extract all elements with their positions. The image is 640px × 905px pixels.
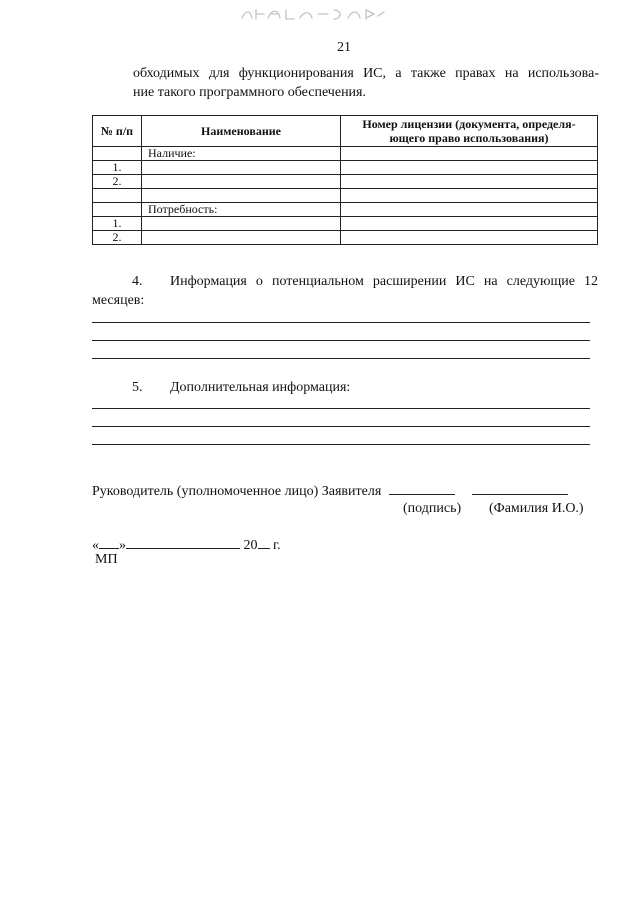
year-blank xyxy=(258,534,270,549)
table-cell xyxy=(142,189,341,203)
row-number: 1. xyxy=(93,217,142,231)
signature-line xyxy=(92,480,568,501)
table-cell xyxy=(142,161,341,175)
blank-line xyxy=(92,340,590,341)
item-4-line-2: месяцев: xyxy=(92,293,145,308)
date-close-quote: » xyxy=(119,538,126,553)
name-blank xyxy=(472,480,568,495)
table-cell xyxy=(341,175,598,189)
table-cell xyxy=(341,147,598,161)
table-row xyxy=(93,175,598,189)
caption-signature: (подпись) xyxy=(403,501,462,516)
table-cell xyxy=(93,189,142,203)
day-blank xyxy=(99,534,119,549)
year-prefix: 20 xyxy=(243,538,258,553)
item-4-text: Информация о потенциальном расширении ИС на следующие 12 xyxy=(170,274,598,289)
faded-stamp-mark xyxy=(238,6,388,22)
item-5-additional-info xyxy=(92,378,598,397)
row-number: 1. xyxy=(93,161,142,175)
page-number: 21 xyxy=(337,40,351,55)
table-cell xyxy=(341,161,598,175)
header-license: Номер лицензии (документа, определя-ющего право использования) xyxy=(341,116,598,147)
table-row-availability-label xyxy=(93,147,598,161)
table-row-empty xyxy=(93,189,598,203)
year-suffix: г. xyxy=(273,538,281,553)
date-open-quote: « xyxy=(92,538,99,553)
blank-line xyxy=(92,408,590,409)
table-row xyxy=(93,161,598,175)
month-blank xyxy=(126,534,240,549)
blank-line xyxy=(92,444,590,445)
seal-place-label: МП xyxy=(95,552,118,567)
intro-line-2: ние такого программного обеспечения. xyxy=(133,85,366,100)
row-number: 2. xyxy=(93,231,142,245)
table-row xyxy=(93,231,598,245)
item-4-number: 4. xyxy=(132,274,143,289)
item-5-number: 5. xyxy=(132,380,143,395)
table-cell xyxy=(341,203,598,217)
table-header-row xyxy=(93,116,598,147)
table-cell xyxy=(93,147,142,161)
row-number: 2. xyxy=(93,175,142,189)
item-4-expansion-info xyxy=(92,272,598,310)
table-cell xyxy=(93,203,142,217)
item-4-line-1 xyxy=(92,272,598,291)
table-row-need-label xyxy=(93,203,598,217)
table-cell xyxy=(341,189,598,203)
header-number: № п/п xyxy=(93,116,142,147)
blank-line xyxy=(92,358,590,359)
table-cell xyxy=(341,231,598,245)
signature-label: Руководитель (уполномоченное лицо) Заявителя xyxy=(92,484,382,499)
table-row xyxy=(93,217,598,231)
caption-full-name: (Фамилия И.О.) xyxy=(489,501,584,516)
item-5-text: Дополнительная информация: xyxy=(170,380,351,395)
intro-paragraph xyxy=(133,64,599,102)
table-cell xyxy=(142,175,341,189)
intro-line-1: обходимых для функционирования ИС, а также правах на использова- xyxy=(133,66,599,81)
table-cell xyxy=(142,231,341,245)
header-name: Наименование xyxy=(142,116,341,147)
table-cell xyxy=(341,217,598,231)
need-label: Потребность: xyxy=(142,203,341,217)
date-line xyxy=(92,534,281,555)
blank-line xyxy=(92,426,590,427)
license-table xyxy=(92,115,598,245)
table-cell xyxy=(142,217,341,231)
signature-blank xyxy=(389,480,455,495)
blank-line xyxy=(92,322,590,323)
availability-label: Наличие: xyxy=(142,147,341,161)
